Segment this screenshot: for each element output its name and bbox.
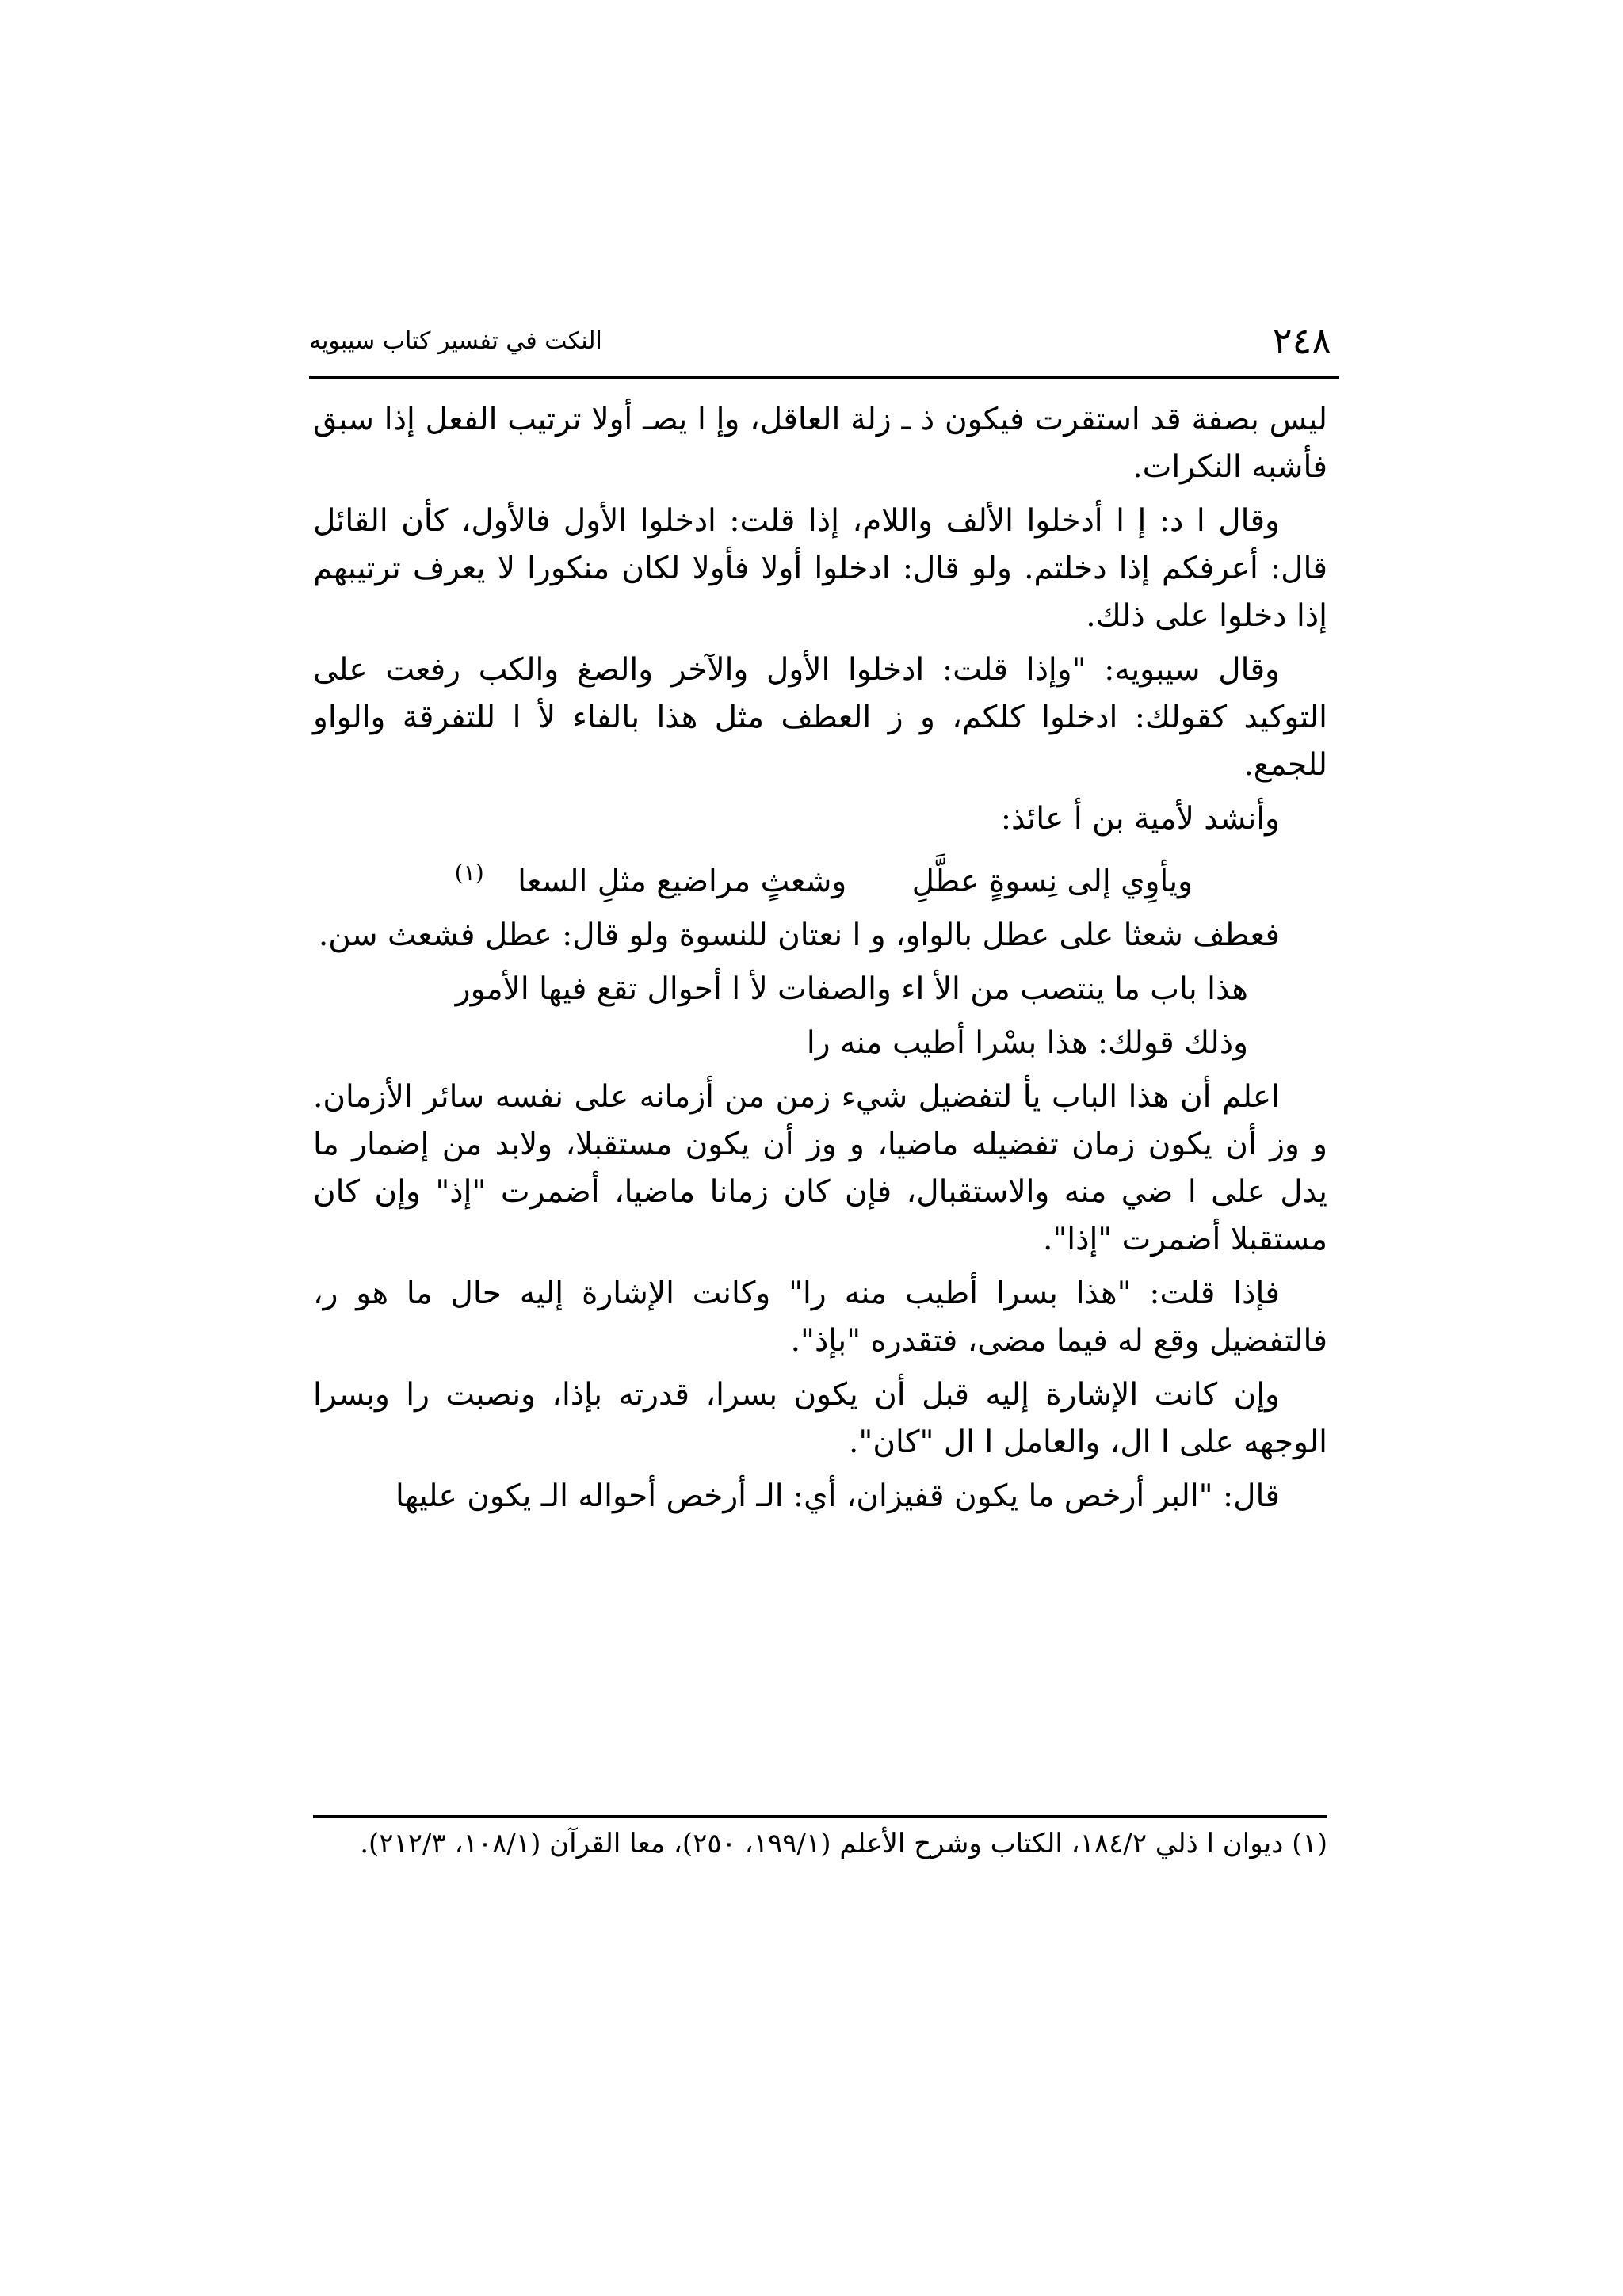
paragraph-3: وقال سيبويه: "وإذا قلت: ادخلوا الأول والآخر والصغ والكب رفعت على التوكيد كقولك: ادخلوا كلكم، و ز العطف مثل هذا بالفاء لأ ا للتفرقة والواو للجمع. xyxy=(313,652,1327,783)
footnote: (١) ديوان ا ذلي ١٨٤/٢، الكتاب وشرح الأعلم (١٩٩/١، ٢٥٠)، معا القرآن (١٠٨/١، ٢١٢/٣). xyxy=(360,1828,1327,1859)
paragraph-2: وقال ا د: إ ا أدخلوا الألف واللام، إذا قلت: ادخلوا الأول فالأول، كأن القائل قال: أعرفكم إذا دخلتم. ولو قال: ادخلوا أولا فأولا لكان منكورا لا يعرف ترتيبهم إذا دخلوا على ذلك. xyxy=(313,503,1327,634)
paragraph-4: وأنشد لأمية بن أ عائذ: xyxy=(1000,801,1280,837)
poetry-verse xyxy=(313,849,1327,906)
section-example: وذلك قولك: هذا بسْرا أطيب منه را xyxy=(806,1025,1248,1061)
header-rule xyxy=(309,376,1339,379)
footnote-reference: (١) xyxy=(454,860,484,886)
running-title: النكت في تفسير كتاب سيبويه xyxy=(309,327,602,355)
page-number: ٢٤٨ xyxy=(1272,319,1331,362)
verse-first-hemistich: ويأوِي إلى نِسوةٍ عطَّلِ xyxy=(911,864,1193,899)
paragraph-7: وإن كانت الإشارة إليه قبل أن يكون بسرا، قدرته بإذا، ونصبت را وبسرا الوجهه على ا ال، والعامل ا ال "كان". xyxy=(313,1377,1327,1460)
main-text xyxy=(313,396,1327,1527)
section-title: هذا باب ما ينتصب من الأ اء والصفات لأ ا أحوال تقع فيها الأمور xyxy=(455,971,1248,1007)
paragraph-6: فإذا قلت: "هذا بسرا أطيب منه را" وكانت الإشارة إليه حال ما هو ر، فالتفضيل وقع له فيما مضى، فتقدره "بإذ". xyxy=(313,1276,1327,1359)
footnote-separator xyxy=(313,1815,1327,1818)
page-header xyxy=(309,313,1339,392)
paragraph-after-verse: فعطف شعثا على عطل بالواو، و ا نعتان للنسوة ولو قال: عطل فشعث سن. xyxy=(318,917,1280,953)
verse-second-hemistich: وشعثٍ مراضيع مثلِ السعا xyxy=(517,864,847,899)
paragraph-5: اعلم أن هذا الباب يأ لتفضيل شيء زمن من أزمانه على نفسه سائر الأزمان. و وز أن يكون زمان تفضيله ماضيا، و وز أن يكون مستقبلا، ولابد من إضمار ما يدل على ا ضي منه والاستقبال، فإن كان زمانا ماضيا، أضمرت "إذ" وإن كان مستقبلا أضمرت "إذا". xyxy=(313,1079,1327,1257)
paragraph-8: قال: "البر أرخص ما يكون قفيزان، أي: الـ أرخص أحواله الـ يكون عليها xyxy=(395,1478,1280,1514)
paragraph-1: ليس بصفة قد استقرت فيكون ذ ـ زلة العاقل، وإ ا يصـ أولا ترتيب الفعل إذا سبق فأشبه النكرات. xyxy=(313,402,1327,485)
